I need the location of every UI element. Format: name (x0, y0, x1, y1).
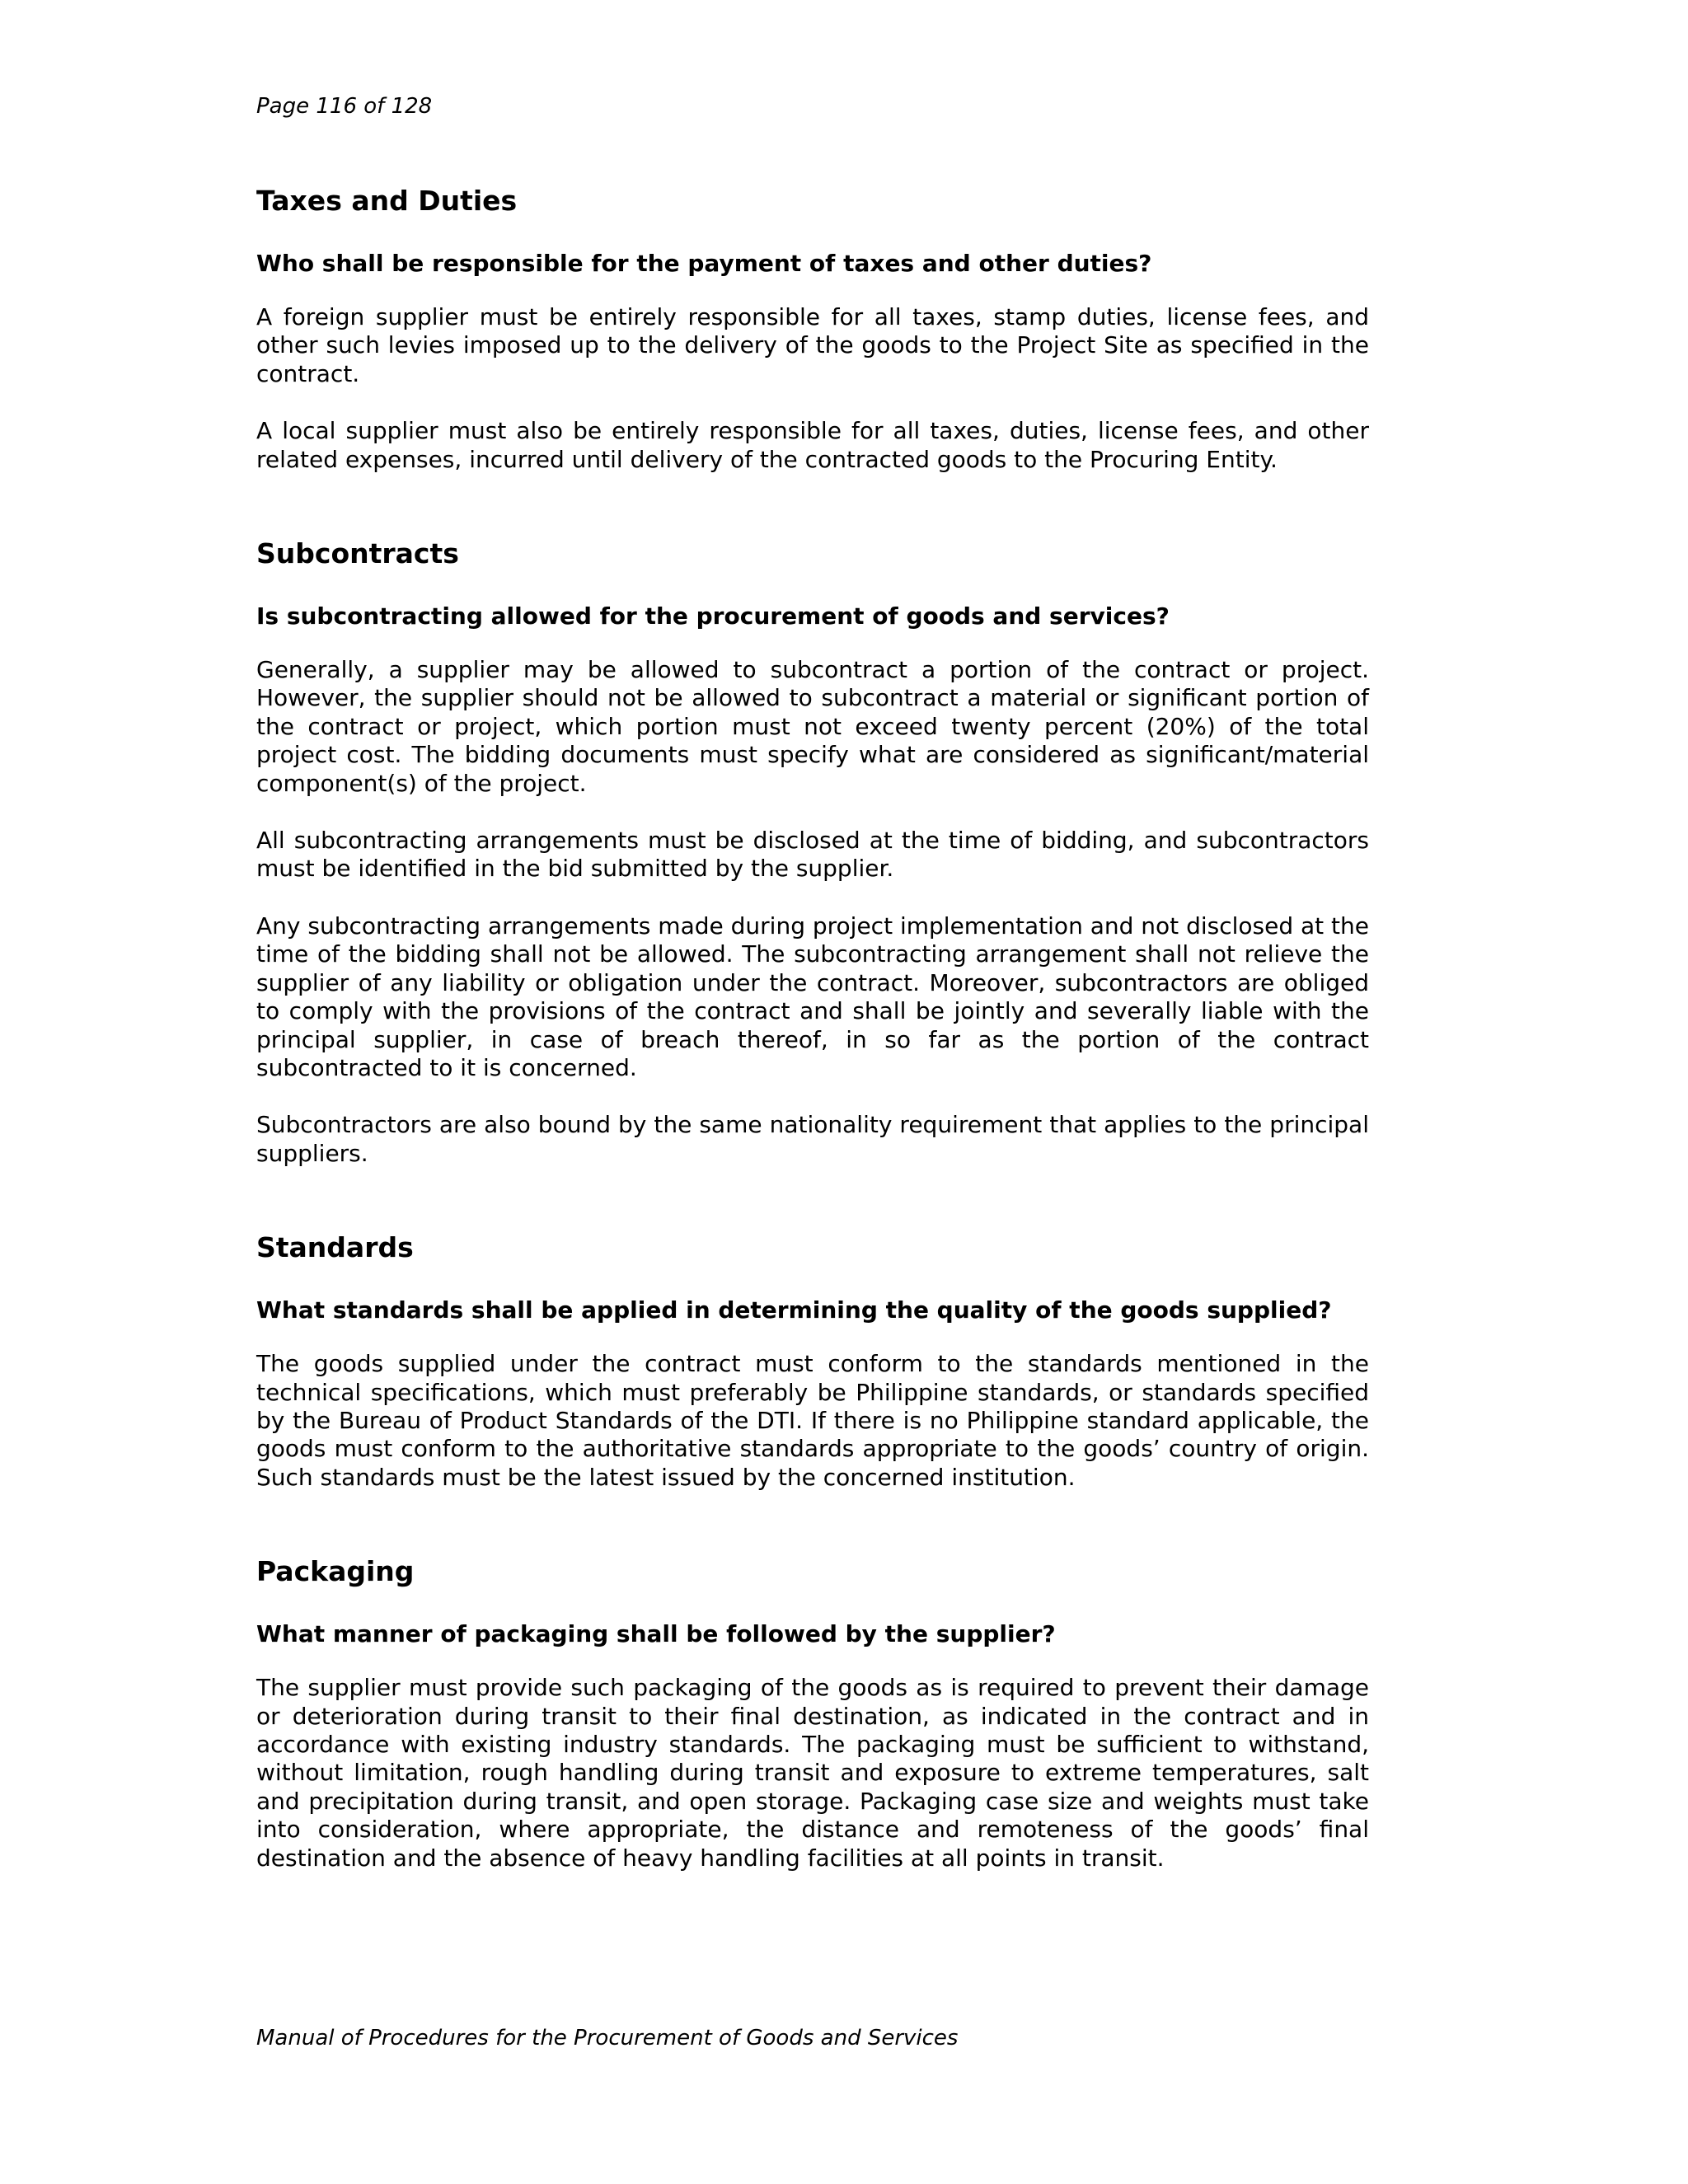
section-packaging (256, 1554, 1369, 1872)
section-taxes-and-duties (256, 183, 1369, 474)
paragraph: Generally, a supplier may be allowed to subcontract a portion of the contract or project. However, the supplier should not be allowed to subcontract a material or significant portion of the contract or project, which portion must not exceed twenty percent (20%) of the total project cost. The bidding documents must specify what are considered as significant/material component(s) of the project. (256, 656, 1369, 797)
section-title: Standards (256, 1231, 414, 1264)
paragraph: Any subcontracting arrangements made during project implementation and not disclosed at the time of the bidding shall not be allowed. The subcontracting arrangement shall not relieve the supplier of any liability or obligation under the contract. Moreover, subcontractors are obliged to comply with the provisions of the contract and shall be jointly and severally liable with the principal supplier, in case of breach thereof, in so far as the portion of the contract subcontracted to it is concerned. (256, 912, 1369, 1081)
section-question: What manner of packaging shall be followed by the supplier? (256, 1620, 1056, 1648)
document-body (256, 183, 1369, 1934)
paragraph: A foreign supplier must be entirely responsible for all taxes, stamp duties, license fees, and other such levies imposed up to the delivery of the goods to the Project Site as specified in the contract. (256, 303, 1369, 387)
paragraph: Subcontractors are also bound by the same nationality requirement that applies to the principal suppliers. (256, 1111, 1369, 1167)
page-footer: Manual of Procedures for the Procurement of Goods and Services (256, 2026, 959, 2050)
section-title: Subcontracts (256, 537, 459, 570)
section-title: Taxes and Duties (256, 185, 518, 217)
section-question: Is subcontracting allowed for the procurement of goods and services? (256, 602, 1170, 630)
section-question: What standards shall be applied in determining the quality of the goods supplied? (256, 1296, 1332, 1324)
paragraph: The supplier must provide such packaging of the goods as is required to prevent their damage or deterioration during transit to their final destination, as indicated in the contract and in accordance with existing industry standards. The packaging must be sufficient to withstand, without limitation, rough handling during transit and exposure to extreme temperatures, salt and precipitation during transit, and open storage. Packaging case size and weights must take into consideration, where appropriate, the distance and remoteness of the goods’ final destination and the absence of heavy handling facilities at all points in transit. (256, 1674, 1369, 1872)
paragraph: The goods supplied under the contract must conform to the standards mentioned in the technical specifications, which must preferably be Philippine standards, or standards specified by the Bureau of Product Standards of the DTI. If there is no Philippine standard applicable, the goods must conform to the authoritative standards appropriate to the goods’ country of origin. Such standards must be the latest issued by the concerned institution. (256, 1350, 1369, 1491)
paragraph: All subcontracting arrangements must be disclosed at the time of bidding, and subcontractors must be identified in the bid submitted by the supplier. (256, 827, 1369, 883)
section-question: Who shall be responsible for the payment of taxes and other duties? (256, 250, 1152, 277)
page-number: Page 116 of 128 (256, 94, 433, 119)
section-title: Packaging (256, 1555, 415, 1588)
section-subcontracts (256, 536, 1369, 1168)
paragraph: A local supplier must also be entirely responsible for all taxes, duties, license fees, and other related expenses, incurred until delivery of the contracted goods to the Procuring Entity. (256, 417, 1369, 473)
section-standards (256, 1230, 1369, 1492)
